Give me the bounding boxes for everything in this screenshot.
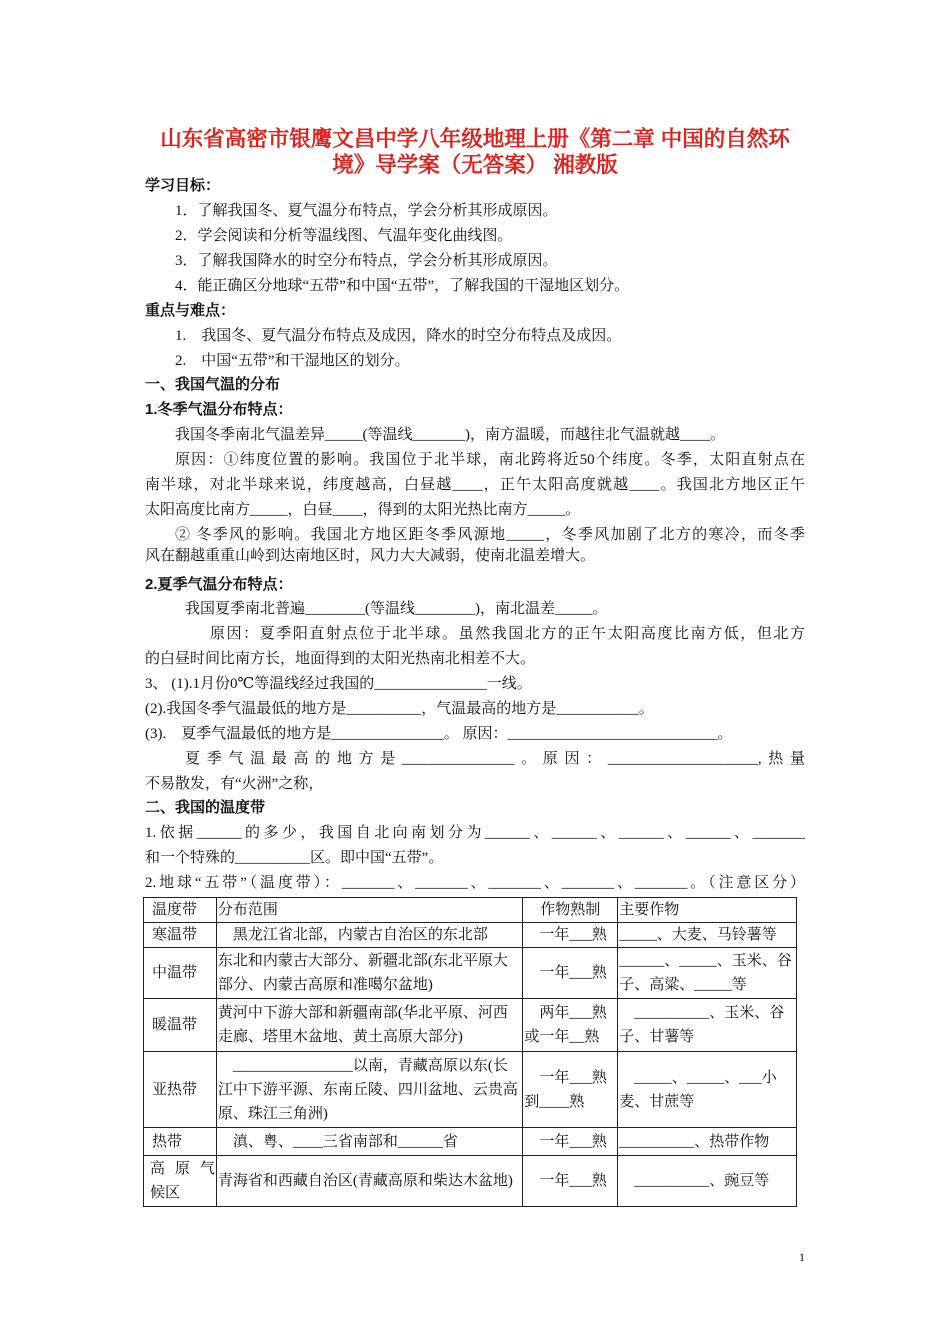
range-cell: ________________以南，青藏高原以东(长江中下游平源、东南丘陵、四川盆地、云贵高原、珠江三角洲) (216, 1052, 523, 1128)
header-cell: 分布范围 (216, 898, 523, 923)
title-line-2: 境》导学案（无答案） 湘教版 (332, 153, 618, 177)
header-cell: 温度带 (144, 898, 217, 923)
winter-heading: 1.冬季气温分布特点： (145, 401, 293, 418)
crops-cell: ______、_____、玉米、谷子、高粱、_____等 (618, 948, 797, 999)
objectives-heading: 学习目标： (145, 177, 221, 194)
question-line: (2).我国冬季气温最低的地方是__________，气温最高的地方是___________。 (145, 701, 654, 717)
range-cell: 东北和内蒙古大部分、新疆北部(东北平原大部分、内蒙古高原和准噶尔盆地) (216, 948, 523, 999)
cropping-cell: 一年___熟 (523, 948, 618, 999)
crops-cell: __________、热带作物 (618, 1128, 797, 1156)
zone-cell: 亚热带 (144, 1052, 217, 1128)
winter-line: 风在翻越重重山岭到达南地区时，风力大大减弱，使南北温差增大。 (145, 548, 596, 564)
cropping-cell: 一年___熟到____熟 (523, 1052, 618, 1128)
cropping-cell: 两年___熟或一年__熟 (523, 999, 618, 1052)
zone-cell: 暖温带 (144, 999, 217, 1052)
range-cell: 黄河中下游大部和新疆南部(华北平原、河西走廊、塔里木盆地、黄土高原大部分) (216, 999, 523, 1052)
range-cell: 黑龙江省北部，内蒙古自治区的东北部 (216, 923, 523, 948)
summer-line: 我国夏季南北普遍________(等温线________)，南北温差_____。 (185, 601, 608, 617)
winter-line: ② 冬季风的影响。我国北方地区距冬季风源地_____，冬季风加剧了北方的寒冷，而冬季 (175, 527, 805, 543)
table-row (144, 999, 797, 1052)
table-row (144, 1128, 797, 1156)
title-line-1: 山东省高密市银鹰文昌中学八年级地理上册《第二章 中国的自然环 (160, 127, 790, 151)
crops-cell: __________、玉米、谷子、甘薯等 (618, 999, 797, 1052)
summer-heading: 2.夏季气温分布特点： (145, 576, 293, 593)
cropping-cell: 一年___熟 (523, 1128, 618, 1156)
question-line: 夏季气温最高的地方是_______________。原因：____________________,热量 (185, 751, 805, 767)
table-row (144, 948, 797, 999)
key-point-item: 1. 我国冬、夏气温分布特点及成因，降水的时空分布特点及成因。 (175, 328, 622, 344)
zone-cell: 寒温带 (144, 923, 217, 948)
objective-item: 1．了解我国冬、夏气温分布特点，学会分析其形成原因。 (175, 203, 558, 219)
header-cell: 作物熟制 (523, 898, 618, 923)
crops-cell: __________、豌豆等 (618, 1156, 797, 1207)
header-cell: 主要作物 (618, 898, 797, 923)
cropping-cell: 一年___熟 (523, 923, 618, 948)
winter-line: 原因：①纬度位置的影响。我国位于北半球，南北跨将近50个纬度。冬季，太阳直射点在 (175, 452, 805, 468)
objective-item: 4．能正确区分地球“五带”和中国“五带”，了解我国的干湿地区划分。 (175, 278, 630, 294)
table-row (144, 1156, 797, 1207)
page-number: 1 (799, 1250, 805, 1264)
section2-line: 和一个特殊的__________区。即中国“五带”。 (145, 850, 444, 866)
question-line: 不易散发，有“火洲”之称， (145, 776, 324, 792)
zone-cell: 中温带 (144, 948, 217, 999)
cropping-cell: 一年___熟 (523, 1156, 618, 1207)
section2-heading: 二、我国的温度带 (145, 799, 266, 816)
zone-cell: 热带 (144, 1128, 217, 1156)
section1-heading: 一、我国气温的分布 (145, 376, 281, 393)
section2-line: 1.依据______的多少，我国自北向南划分为______、______、______、______、_______ (145, 825, 805, 841)
crops-cell: _____、大麦、马铃薯等 (618, 923, 797, 948)
zone-cell: 高 原 气候区 (144, 1156, 217, 1207)
summer-line: 原因：夏季阳直射点位于北半球。虽然我国北方的正午太阳高度比南方低，但北方 (210, 626, 805, 642)
winter-line: 太阳高度比南方_____，白昼____，得到的太阳光热比南方_____。 (145, 502, 581, 518)
key-point-item: 2. 中国“五带”和干湿地区的划分。 (175, 353, 410, 369)
table-row (144, 923, 797, 948)
key-points-heading: 重点与难点： (145, 302, 236, 319)
table-header-row (144, 898, 797, 923)
winter-line: 我国冬季南北气温差异_____(等温线_______)，南方温暖，而越往北气温就越____。 (175, 427, 725, 443)
section2-line: 2.地球“五带”（温度带）：_______、_______、_______、_______、_______。（注意区分） (145, 875, 805, 891)
range-cell: 青海省和西藏自治区(青藏高原和柴达木盆地) (216, 1156, 523, 1207)
crops-cell: _____、_____、___小麦、甘蔗等 (618, 1052, 797, 1128)
table-row (144, 1052, 797, 1128)
objective-item: 2．学会阅读和分析等温线图、气温年变化曲线图。 (175, 228, 513, 244)
question-line: (3). 夏季气温最低的地方是_______________。 原因：____________________________。 (145, 726, 733, 742)
temperature-zone-table (143, 897, 797, 1207)
summer-line: 的白昼时间比南方长，地面得到的太阳光热南北相差不大。 (145, 651, 536, 667)
question-line: 3、 (1).1月份0℃等温线经过我国的_______________一线。 (145, 676, 532, 692)
range-cell: 滇、粤、____三省南部和______省 (216, 1128, 523, 1156)
objective-item: 3．了解我国降水的时空分布特点，学会分析其形成原因。 (175, 253, 558, 269)
winter-line: 南半球，对北半球来说，纬度越高，白昼越____，正午太阳高度就越____。我国北方地区正午 (145, 477, 805, 493)
